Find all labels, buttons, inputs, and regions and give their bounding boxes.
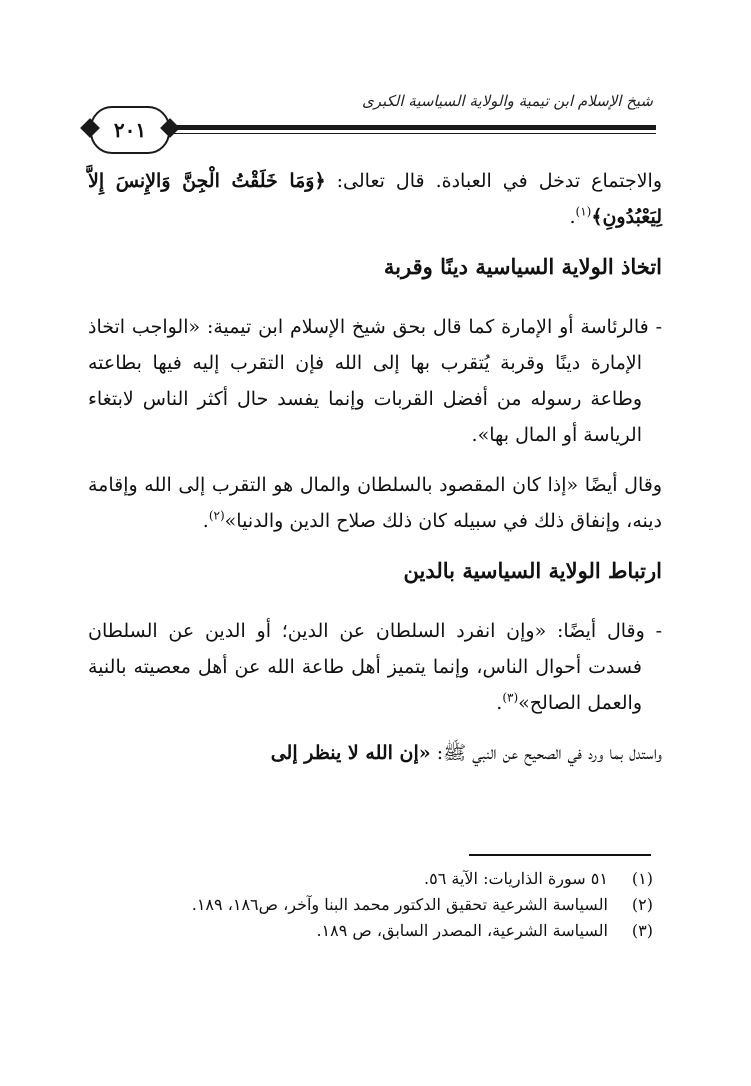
main-text: [88, 163, 662, 785]
paragraph-4-end: .: [496, 692, 503, 714]
footnote-1: [93, 866, 653, 892]
page-number: ٢٠١: [113, 118, 147, 142]
footnote-ref-2[interactable]: (٢): [208, 508, 225, 523]
paragraph-1: [88, 163, 662, 235]
quran-verse: ﴿وَمَا خَلَقْتُ الْجِنَّ وَالإِنسَ إِلاَّ لِيَعْبُدُونِ﴾: [88, 170, 662, 228]
paragraph-3: [88, 467, 662, 539]
footnote-ref-1[interactable]: (١): [575, 204, 592, 219]
paragraph-1-end: .: [569, 206, 576, 228]
section-heading-2: ارتباط الولاية السياسية بالدين: [403, 558, 662, 583]
header-rule-thick: [170, 125, 656, 130]
paragraph-3-end: .: [202, 510, 209, 532]
footnote-number: (١): [631, 869, 653, 888]
page-number-badge: [90, 106, 170, 154]
footnote-2: [93, 892, 653, 918]
paragraph-3-text: وقال أيضًا «إذا كان المقصود بالسلطان والمال هو التقرب إلى الله وإقامة دينه، وإنفاق ذلك في سبيله كان ذلك صلاح الدين والدنيا»: [88, 474, 662, 532]
footnote-separator: [469, 854, 651, 856]
paragraph-4: [88, 613, 662, 721]
footnote-number: (٣): [631, 921, 653, 940]
hadith-quote: «إن الله لا ينظر إلى: [270, 742, 431, 764]
footnote-number: (٢): [631, 895, 653, 914]
header-rule-thin: [170, 133, 656, 134]
running-title: شيخ الإسلام ابن تيمية والولاية السياسية الكبرى: [361, 92, 653, 110]
footnote-text: السياسة الشرعية، المصدر السابق، ص ١٨٩.: [316, 921, 608, 940]
paragraph-5-text: واستدل بما ورد في الصحيح عن النبي ﷺ:: [430, 742, 662, 764]
footnotes: [93, 866, 653, 944]
footnote-ref-3[interactable]: (٣): [502, 690, 519, 705]
section-heading-1: اتخاذ الولاية السياسية دينًا وقربة: [383, 254, 662, 279]
paragraph-2: - فالرئاسة أو الإمارة كما قال بحق شيخ الإسلام ابن تيمية: «الواجب اتخاذ الإمارة دينًا وقربة يُتقرب بها إلى الله فإن التقرب إليه فيها بطاعته وطاعة رسوله من أفضل القربات وإنما يفسد حال أكثر الناس لابتغاء الرياسة أو المال بها».: [88, 316, 662, 446]
footnote-3: [93, 918, 653, 944]
paragraph-5: [88, 735, 662, 771]
paragraph-1-text: والاجتماع تدخل في العبادة. قال تعالى:: [325, 170, 663, 192]
paragraph-4-text: - وقال أيضًا: «وإن انفرد السلطان عن الدين؛ أو الدين عن السلطان فسدت أحوال الناس، وإنما يتميز أهل طاعة الله عن أهل معصيته بالنية والعمل الصالح»: [88, 620, 662, 714]
footnote-text: السياسة الشرعية تحقيق الدكتور محمد البنا وآخر، ص١٨٦، ١٨٩.: [191, 895, 608, 914]
footnote-text: ٥١ سورة الذاريات: الآية ٥٦.: [424, 869, 608, 888]
